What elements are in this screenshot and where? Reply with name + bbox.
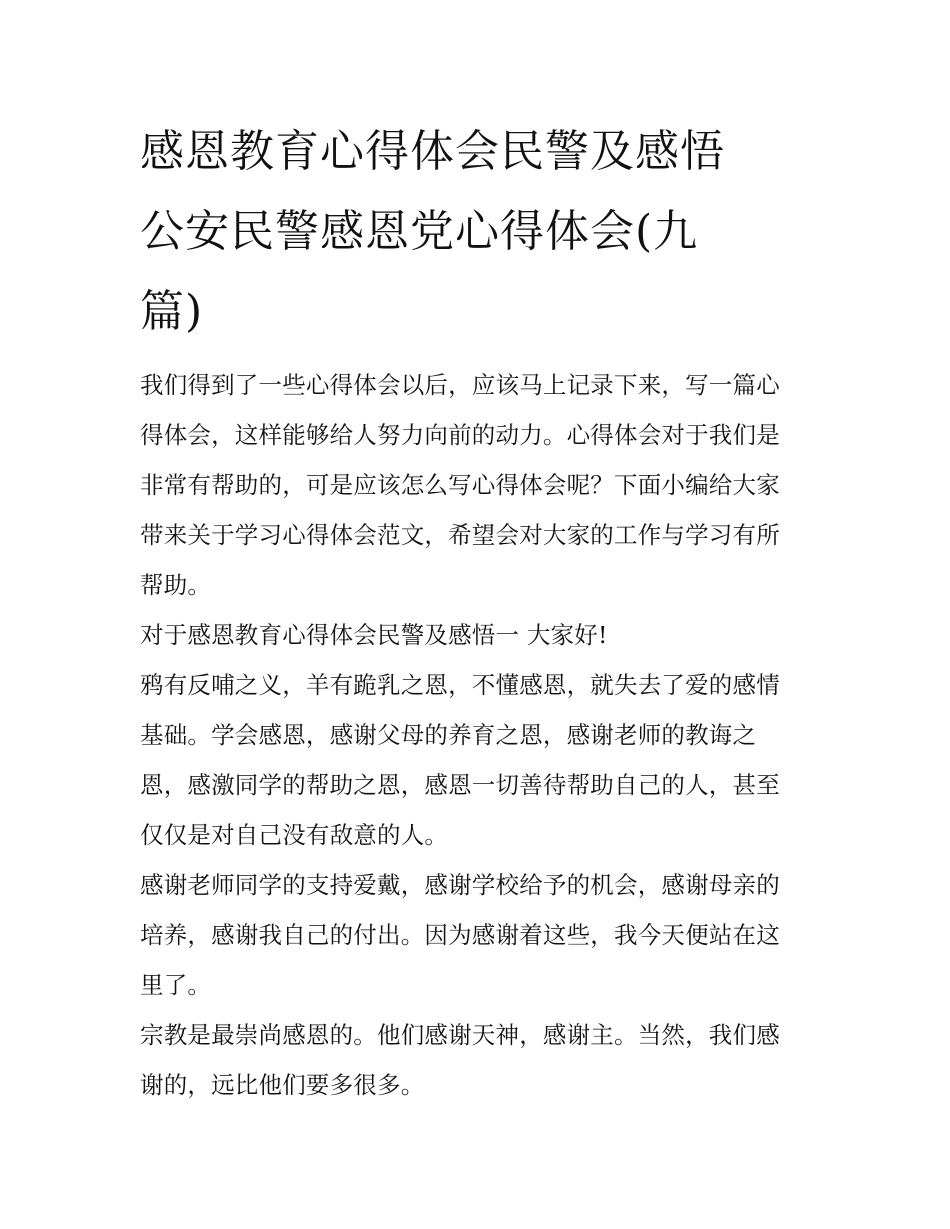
text-line: 帮助。 (140, 571, 212, 599)
intro-paragraph (140, 360, 812, 610)
document-body (140, 360, 812, 1110)
text-line: 对于感恩教育心得体会民警及感悟一 大家好! (140, 621, 608, 649)
text-line: 非常有帮助的，可是应该怎么写心得体会呢？下面小编给大家 (140, 471, 780, 499)
body-paragraph (140, 660, 812, 860)
section-heading-paragraph (140, 610, 812, 660)
body-paragraph (140, 1010, 812, 1110)
text-line: 宗教是最崇尚感恩的。他们感谢天神，感谢主。当然，我们感 (140, 1021, 780, 1049)
document-title (140, 112, 812, 352)
text-line: 感谢老师同学的支持爱戴，感谢学校给予的机会，感谢母亲的 (140, 871, 780, 899)
title-line: 公安民警感恩党心得体会(九 (140, 206, 699, 257)
text-line: 我们得到了一些心得体会以后，应该马上记录下来，写一篇心 (140, 371, 780, 399)
body-paragraph (140, 860, 812, 1010)
text-line: 带来关于学习心得体会范文，希望会对大家的工作与学习有所 (140, 521, 780, 549)
text-line: 培养，感谢我自己的付出。因为感谢着这些，我今天便站在这 (140, 921, 780, 949)
text-line: 恩，感激同学的帮助之恩，感恩一切善待帮助自己的人，甚至 (140, 771, 780, 799)
document-page (140, 112, 812, 1110)
text-line: 基础。学会感恩，感谢父母的养育之恩，感谢老师的教诲之 (140, 721, 757, 749)
title-line: 感恩教育心得体会民警及感悟 (140, 126, 725, 177)
text-line: 鸦有反哺之义，羊有跪乳之恩，不懂感恩，就失去了爱的感情 (140, 671, 780, 699)
text-line: 仅仅是对自己没有敌意的人。 (140, 821, 449, 849)
text-line: 里了。 (140, 971, 212, 999)
text-line: 得体会，这样能够给人努力向前的动力。心得体会对于我们是 (140, 421, 780, 449)
text-line: 谢的，远比他们要多很多。 (140, 1071, 425, 1099)
title-line: 篇) (140, 286, 204, 337)
